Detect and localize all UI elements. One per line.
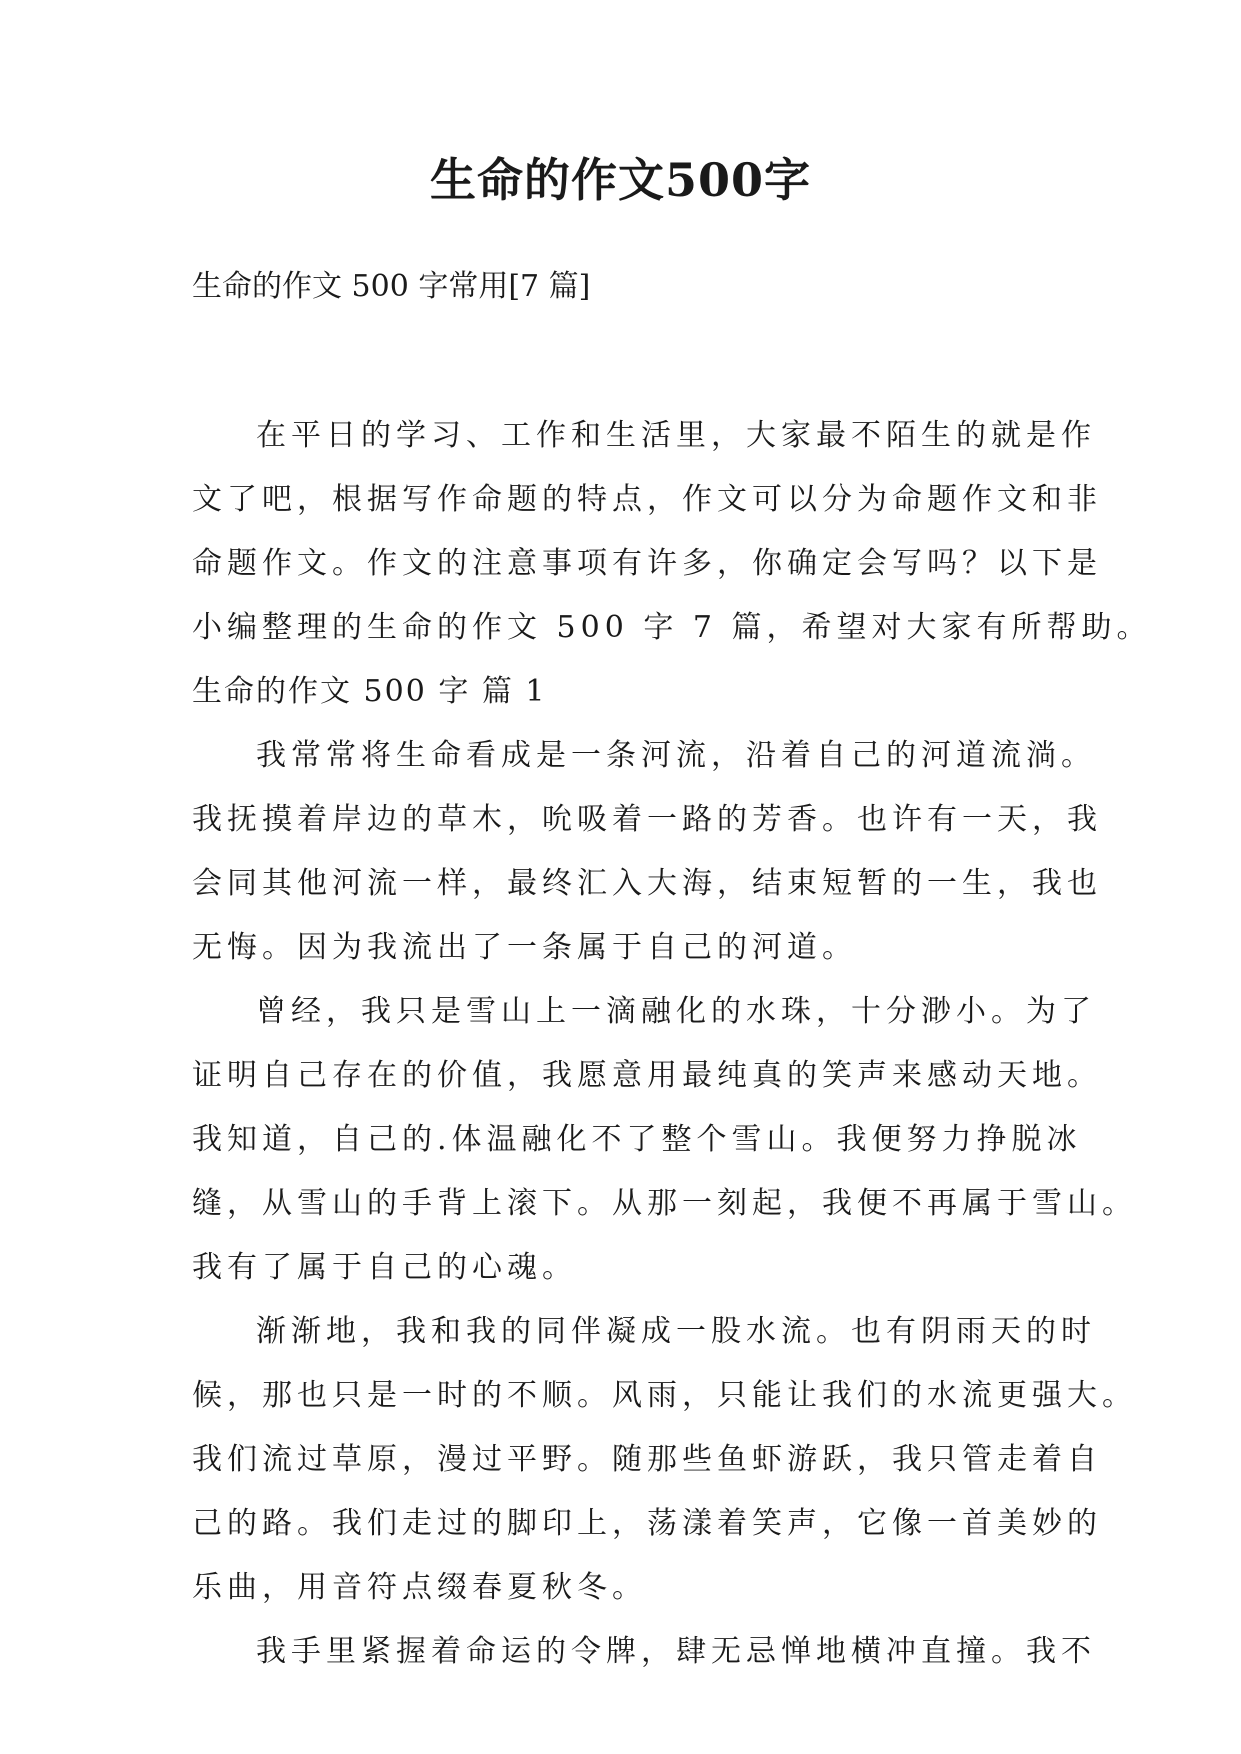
text-line: 渐渐地，我和我的同伴凝成一股水流。也有阴雨天的时 bbox=[256, 1314, 1096, 1349]
text-line: 小编整理的生命的作文 500 字 7 篇，希望对大家有所帮助。 bbox=[192, 610, 1152, 645]
text-line: 缝，从雪山的手背上滚下。从那一刻起，我便不再属于雪山。 bbox=[192, 1186, 1137, 1221]
text-line: 会同其他河流一样，最终汇入大海，结束短暂的一生，我也 bbox=[192, 866, 1102, 901]
text-line: 我常常将生命看成是一条河流，沿着自己的河道流淌。 bbox=[256, 738, 1096, 773]
text-line: 候，那也只是一时的不顺。风雨，只能让我们的水流更强大。 bbox=[192, 1378, 1137, 1413]
text-line: 命题作文。作文的注意事项有许多，你确定会写吗？以下是 bbox=[192, 546, 1102, 581]
text-line: 乐曲，用音符点缀春夏秋冬。 bbox=[192, 1570, 647, 1605]
text-line: 我知道，自己的.体温融化不了整个雪山。我便努力挣脱冰 bbox=[192, 1122, 1082, 1157]
section-heading: 生命的作文 500 字 篇 1 bbox=[192, 674, 547, 709]
text-line: 文了吧，根据写作命题的特点，作文可以分为命题作文和非 bbox=[192, 482, 1102, 517]
text-line: 证明自己存在的价值，我愿意用最纯真的笑声来感动天地。 bbox=[192, 1058, 1102, 1093]
text-line: 无悔。因为我流出了一条属于自己的河道。 bbox=[192, 930, 857, 965]
document-title: 生命的作文500字 bbox=[429, 153, 812, 207]
text-line: 在平日的学习、工作和生活里，大家最不陌生的就是作 bbox=[256, 418, 1096, 453]
text-line: 我们流过草原，漫过平野。随那些鱼虾游跃，我只管走着自 bbox=[192, 1442, 1102, 1477]
document-subtitle: 生命的作文 500 字常用[7 篇] bbox=[192, 269, 591, 304]
article-body bbox=[192, 404, 1152, 1684]
text-line: 我抚摸着岸边的草木，吮吸着一路的芳香。也许有一天，我 bbox=[192, 802, 1102, 837]
text-line: 我手里紧握着命运的令牌，肆无忌惮地横冲直撞。我不 bbox=[256, 1634, 1096, 1669]
text-line: 曾经，我只是雪山上一滴融化的水珠，十分渺小。为了 bbox=[256, 994, 1096, 1029]
text-line: 己的路。我们走过的脚印上，荡漾着笑声，它像一首美妙的 bbox=[192, 1506, 1102, 1541]
text-line: 我有了属于自己的心魂。 bbox=[192, 1250, 577, 1285]
